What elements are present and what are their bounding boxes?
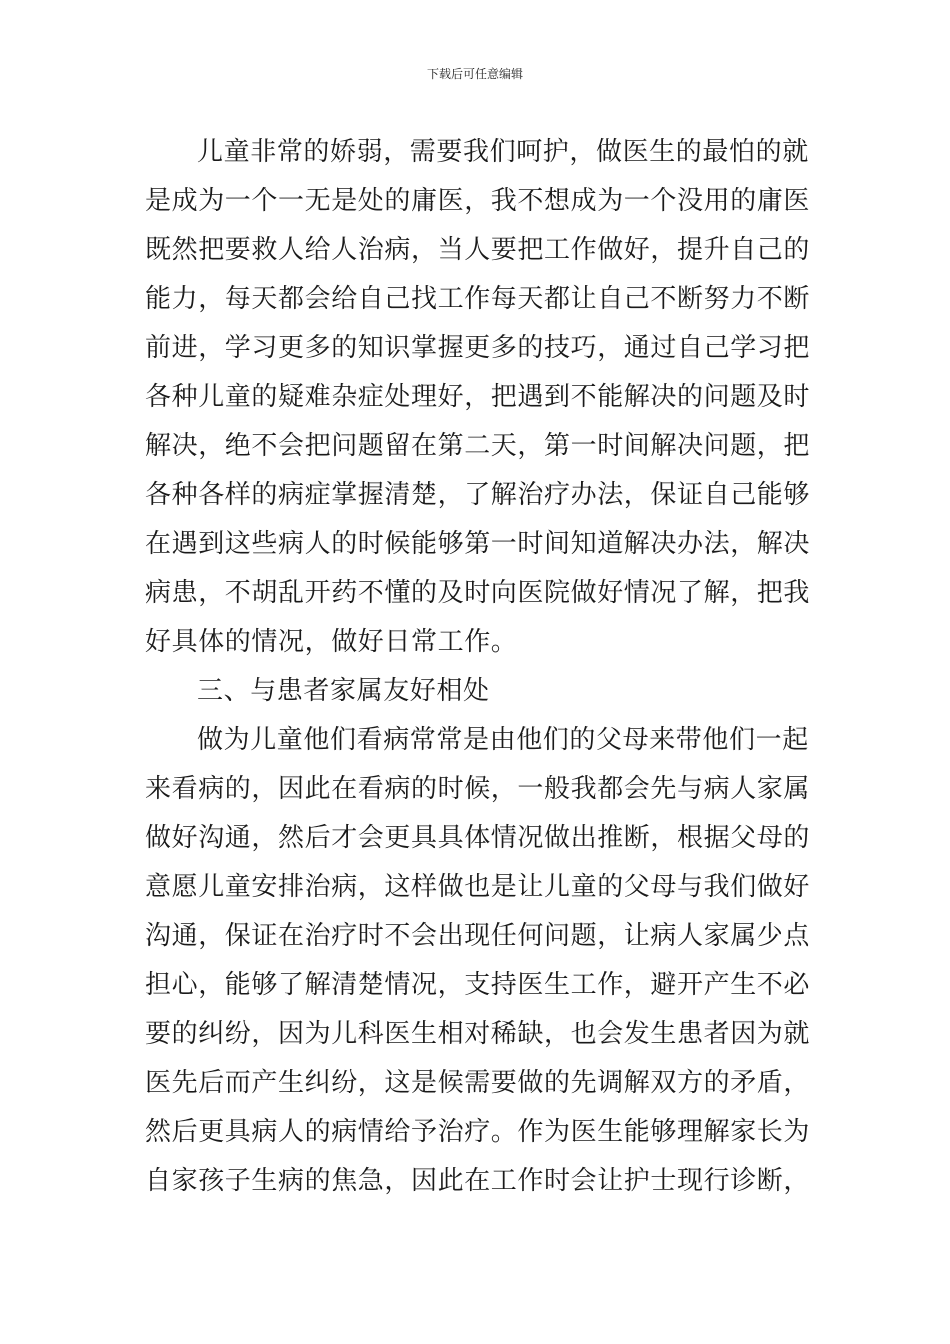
paragraph-line: 做为儿童他们看病常常是由他们的父母来带他们一起: [197, 725, 809, 755]
paragraph-line: 自家孩子生病的焦急，因此在工作时会让护士现行诊断，: [145, 1166, 810, 1196]
paragraph-line: 意愿儿童安排治病，这样做也是让儿童的父母与我们做好: [145, 872, 810, 902]
paragraph-line: 解决，绝不会把问题留在第二天，第一时间解决问题，把: [145, 431, 810, 461]
paragraph-line: 既然把要救人给人治病，当人要把工作做好，提升自己的: [145, 235, 810, 265]
paragraph-line: 沟通，保证在治疗时不会出现任何问题，让病人家属少点: [145, 921, 810, 951]
paragraph-line: 能力，每天都会给自己找工作每天都让自己不断努力不断: [145, 284, 810, 314]
paragraph-line: 前进，学习更多的知识掌握更多的技巧，通过自己学习把: [145, 333, 810, 363]
paragraph-line: 好具体的情况，做好日常工作。: [145, 627, 518, 657]
section-heading: 三、与患者家属友好相处: [197, 676, 490, 706]
paragraph-line: 医先后而产生纠纷，这是候需要做的先调解双方的矛盾，: [145, 1068, 810, 1098]
page-header: 下载后可任意编辑: [426, 67, 523, 81]
paragraph-line: 在遇到这些病人的时候能够第一时间知道解决办法，解决: [145, 529, 810, 559]
paragraph-line: 做好沟通，然后才会更具具体情况做出推断，根据父母的: [145, 823, 810, 853]
paragraph-line: 担心，能够了解清楚情况，支持医生工作，避开产生不必: [145, 970, 810, 1000]
paragraph-line: 来看病的，因此在看病的时候，一般我都会先与病人家属: [145, 774, 810, 804]
paragraph-line: 是成为一个一无是处的庸医，我不想成为一个没用的庸医: [145, 186, 810, 216]
paragraph-line: 然后更具病人的病情给予治疗。作为医生能够理解家长为: [145, 1117, 810, 1147]
paragraph-line: 儿童非常的娇弱，需要我们呵护，做医生的最怕的就: [197, 137, 809, 167]
paragraph-line: 病患，不胡乱开药不懂的及时向医院做好情况了解，把我: [145, 578, 810, 608]
paragraph-line: 各种各样的病症掌握清楚，了解治疗办法，保证自己能够: [145, 480, 810, 510]
paragraph-line: 各种儿童的疑难杂症处理好，把遇到不能解决的问题及时: [145, 382, 810, 412]
document-body: [145, 128, 810, 1206]
paragraph-line: 要的纠纷，因为儿科医生相对稀缺，也会发生患者因为就: [145, 1019, 810, 1049]
